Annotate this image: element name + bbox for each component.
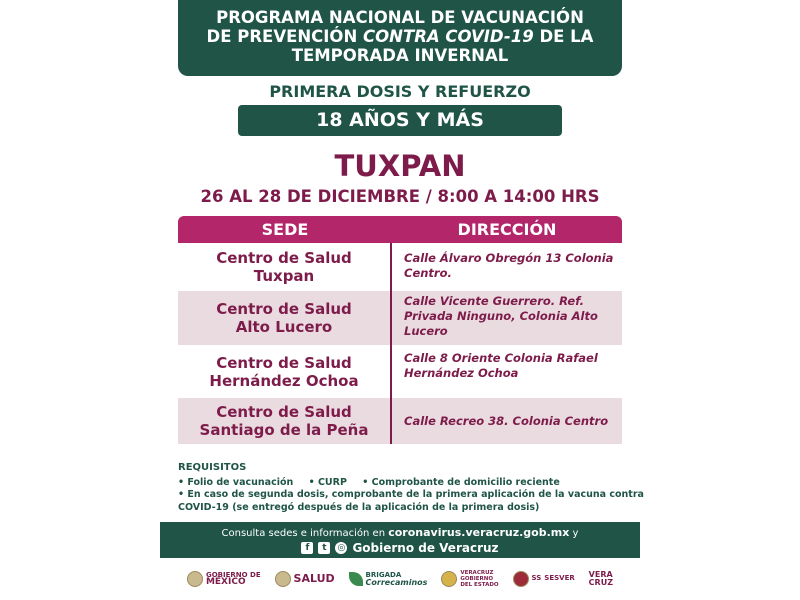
veracruz-gobierno-logo: VERACRUZ GOBIERNO DEL ESTADO bbox=[441, 570, 498, 588]
sede-cell: Centro de Salud Hernández Ochoa bbox=[178, 345, 392, 398]
requirement-item: • CURP bbox=[308, 476, 347, 488]
sites-table bbox=[178, 216, 622, 444]
program-title-line1: PROGRAMA NACIONAL DE VACUNACIÓN bbox=[216, 8, 584, 27]
direccion-cell: Calle Recreo 38. Colonia Centro bbox=[404, 413, 609, 428]
requirement-item-cont: COVID-19 (se entregó después de la aplicación de la primera dosis) bbox=[178, 501, 540, 513]
social-line bbox=[160, 541, 640, 555]
requirement-item: • Folio de vacunación bbox=[178, 476, 294, 488]
header-sede: SEDE bbox=[261, 220, 309, 239]
sede-cell: Centro de Salud Santiago de la Peña bbox=[178, 398, 392, 444]
program-title-line3: TEMPORADA INVERNAL bbox=[291, 46, 509, 65]
direccion-cell: Calle 8 Oriente Colonia Rafael Hernández Ochoa bbox=[404, 351, 598, 380]
dose-title: PRIMERA DOSIS Y REFUERZO bbox=[269, 82, 531, 101]
brigada-logo: BRIGADA Correcaminos bbox=[349, 572, 428, 587]
table-row bbox=[178, 291, 622, 345]
program-title-line2: DE PREVENCIÓN CONTRA COVID-19 DE LA bbox=[206, 27, 594, 46]
instagram-icon[interactable]: ◎ bbox=[335, 542, 347, 554]
seal-icon bbox=[275, 571, 291, 587]
info-line: Consulta sedes e información en coronavirus.veracruz.gob.mx y bbox=[221, 526, 579, 539]
requirement-item: • En caso de segunda dosis, comprobante de la primera aplicación de la vacuna contra bbox=[178, 489, 644, 500]
age-badge: 18 AÑOS Y MÁS bbox=[238, 105, 562, 136]
direccion-cell: Calle Vicente Guerrero. Ref. Privada Ninguno, Colonia Alto Lucero bbox=[404, 294, 598, 338]
schedule-dates: 26 AL 28 DE DICIEMBRE / 8:00 A 14:00 HRS bbox=[200, 187, 600, 206]
table-row bbox=[178, 398, 622, 444]
header-direccion: DIRECCIÓN bbox=[457, 220, 557, 239]
twitter-icon[interactable]: t bbox=[318, 542, 330, 554]
leaf-icon bbox=[349, 572, 363, 586]
city-title: TUXPAN bbox=[334, 149, 466, 183]
table-header bbox=[178, 216, 622, 243]
direccion-cell: Calle Álvaro Obregón 13 Colonia Centro. bbox=[404, 251, 614, 280]
program-header bbox=[178, 0, 622, 76]
requirements bbox=[178, 462, 644, 514]
requirements-row bbox=[178, 477, 622, 490]
sede-cell: Centro de Salud Tuxpan bbox=[178, 243, 392, 291]
table-row bbox=[178, 243, 622, 291]
sede-cell: Centro de Salud Alto Lucero bbox=[178, 291, 392, 345]
seal-icon bbox=[187, 571, 203, 587]
info-band bbox=[160, 522, 640, 558]
vera-cruz-logo: VERA CRUZ bbox=[588, 570, 613, 587]
requirement-item: • Comprobante de domicilio reciente bbox=[362, 476, 560, 488]
government-name: Gobierno de Veracruz bbox=[352, 541, 499, 555]
table-row bbox=[178, 345, 622, 398]
website-link[interactable]: coronavirus.veracruz.gob.mx bbox=[388, 526, 570, 539]
gobierno-mexico-logo: GOBIERNO DE MÉXICO bbox=[187, 571, 261, 587]
ss-sesver-logo: SS SESVER bbox=[513, 571, 575, 587]
emblem-icon bbox=[513, 571, 529, 587]
vaccination-poster bbox=[160, 0, 644, 600]
salud-logo: SALUD bbox=[275, 571, 335, 587]
sponsor-logos bbox=[160, 566, 640, 592]
requirements-title: REQUISITOS bbox=[178, 462, 247, 473]
shield-icon bbox=[441, 571, 457, 587]
facebook-icon[interactable]: f bbox=[301, 542, 313, 554]
